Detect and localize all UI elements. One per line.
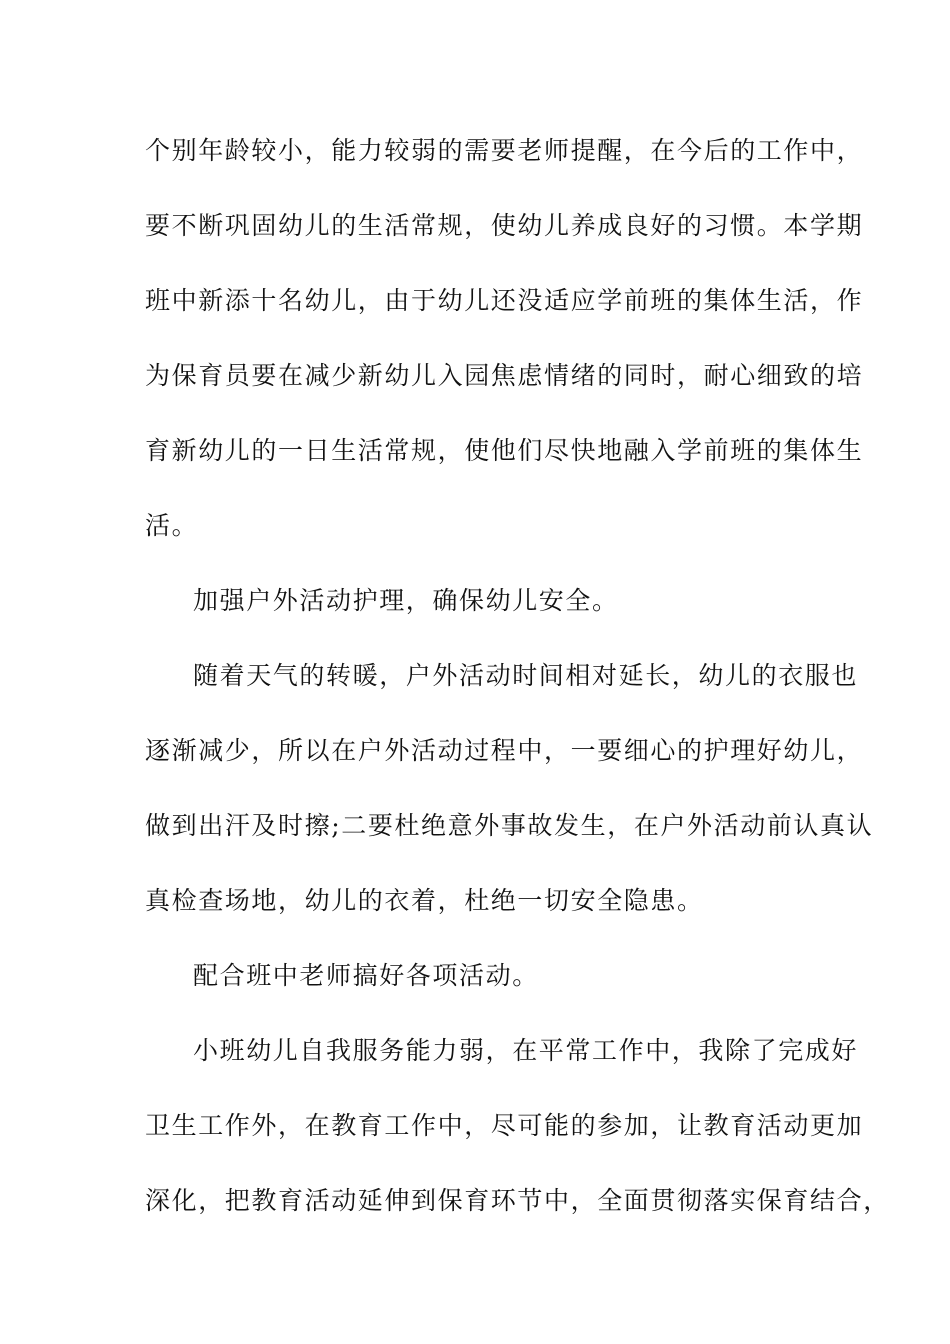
text-line: 做到出汗及时擦;二要杜绝意外事故发生，在户外活动前认真认 (145, 811, 874, 840)
text-line: 卫生工作外，在教育工作中，尽可能的参加，让教育活动更加 (145, 1111, 864, 1140)
text-line: 个别年龄较小，能力较弱的需要老师提醒，在今后的工作中， (145, 136, 864, 165)
text-line: 为保育员要在减少新幼儿入园焦虑情绪的同时，耐心细致的培 (145, 361, 864, 390)
text-line: 真检查场地，幼儿的衣着，杜绝一切安全隐患。 (145, 886, 704, 915)
text-line: 育新幼儿的一日生活常规，使他们尽快地融入学前班的集体生 (145, 436, 864, 465)
text-line: 要不断巩固幼儿的生活常规，使幼儿养成良好的习惯。本学期 (145, 211, 864, 240)
text-line: 随着天气的转暖，户外活动时间相对延长，幼儿的衣服也 (193, 661, 859, 690)
text-line: 活。 (145, 511, 199, 540)
text-line: 深化，把教育活动延伸到保育环节中，全面贯彻落实保育结合， (145, 1186, 890, 1215)
text-line: 小班幼儿自我服务能力弱，在平常工作中，我除了完成好 (193, 1036, 859, 1065)
section-heading: 加强户外活动护理，确保幼儿安全。 (193, 586, 619, 615)
text-line: 班中新添十名幼儿，由于幼儿还没适应学前班的集体生活，作 (145, 286, 864, 315)
text-line: 逐渐减少，所以在户外活动过程中，一要细心的护理好幼儿， (145, 736, 864, 765)
section-heading: 配合班中老师搞好各项活动。 (193, 961, 539, 990)
